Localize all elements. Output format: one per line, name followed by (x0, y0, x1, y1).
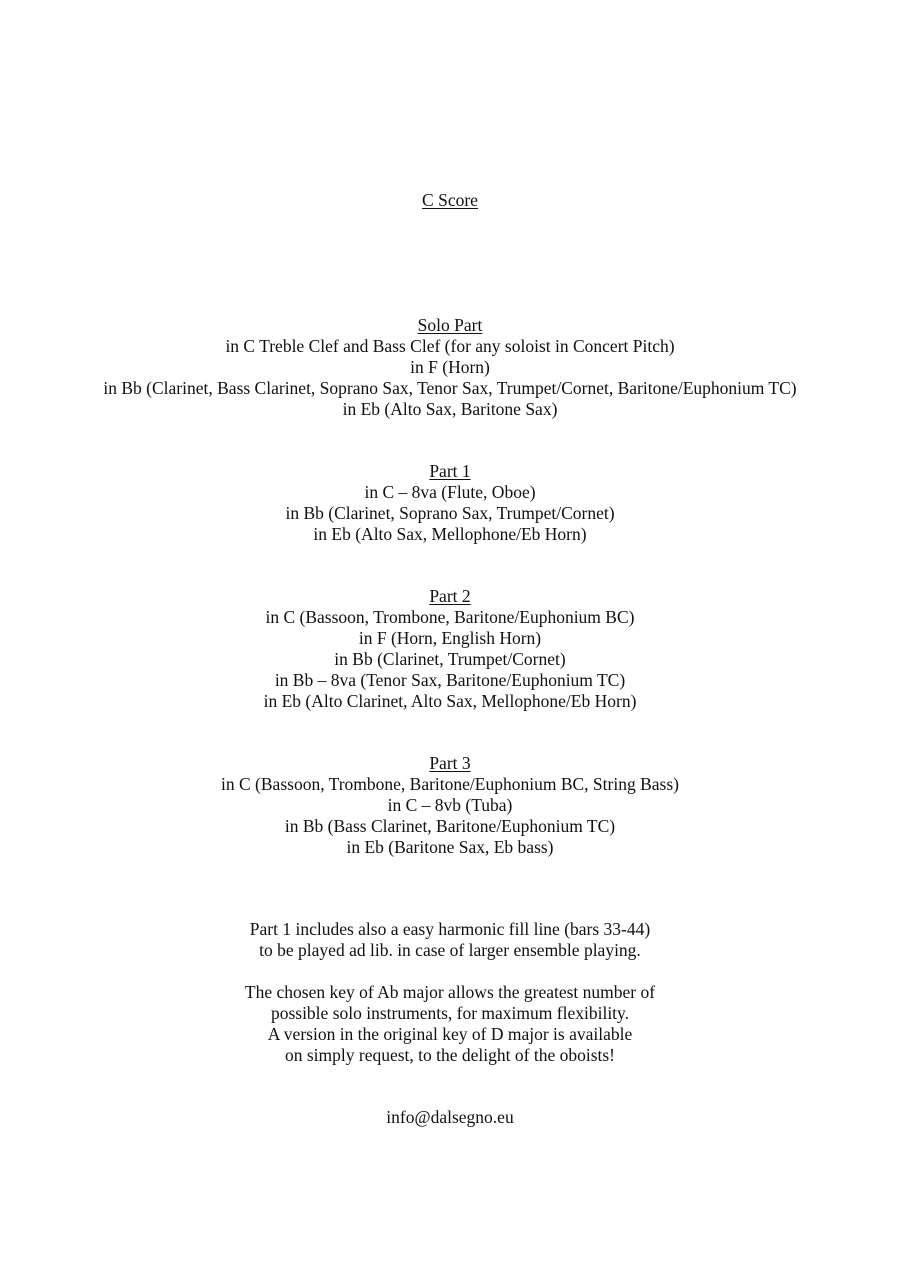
note-line: The chosen key of Ab major allows the greatest number of (244, 982, 656, 1002)
part-2-heading: Part 2 (429, 586, 471, 606)
solo-part-section (0, 315, 900, 420)
part-2-section (0, 586, 900, 712)
part-1-line: in C – 8va (Flute, Oboe) (364, 482, 536, 502)
title-section (0, 190, 900, 211)
note-line: possible solo instruments, for maximum flexibility. (270, 1003, 630, 1023)
page-title: C Score (422, 190, 478, 210)
solo-part-line: in Eb (Alto Sax, Baritone Sax) (342, 399, 558, 419)
part-2-line: in Bb – 8va (Tenor Sax, Baritone/Euphonium TC) (274, 670, 626, 690)
part-1-line: in Eb (Alto Sax, Mellophone/Eb Horn) (313, 524, 587, 544)
key-choice-note (0, 982, 900, 1066)
part-3-line: in C (Bassoon, Trombone, Baritone/Euphonium BC, String Bass) (221, 774, 679, 794)
part-3-section (0, 753, 900, 858)
part-2-line: in C (Bassoon, Trombone, Baritone/Euphonium BC) (265, 607, 635, 627)
part-2-line: in F (Horn, English Horn) (358, 628, 542, 648)
note-line: on simply request, to the delight of the oboists! (284, 1045, 616, 1065)
part-1-section (0, 461, 900, 545)
part-1-heading: Part 1 (429, 461, 471, 481)
part-3-line: in Bb (Bass Clarinet, Baritone/Euphonium TC) (284, 816, 616, 836)
contact-section (0, 1107, 900, 1128)
note-line: Part 1 includes also a easy harmonic fill line (bars 33-44) (249, 919, 651, 939)
solo-part-line: in F (Horn) (410, 357, 490, 377)
part-3-heading: Part 3 (429, 753, 471, 773)
part-1-line: in Bb (Clarinet, Soprano Sax, Trumpet/Cornet) (285, 503, 615, 523)
note-line: to be played ad lib. in case of larger ensemble playing. (259, 940, 641, 960)
part-3-line: in C – 8vb (Tuba) (387, 795, 513, 815)
note-line: A version in the original key of D major is available (267, 1024, 633, 1044)
part-3-line: in Eb (Baritone Sax, Eb bass) (346, 837, 554, 857)
part-2-line: in Eb (Alto Clarinet, Alto Sax, Mellophone/Eb Horn) (263, 691, 637, 711)
fill-line-note (0, 919, 900, 961)
solo-part-line: in Bb (Clarinet, Bass Clarinet, Soprano Sax, Tenor Sax, Trumpet/Cornet, Baritone/Euphonium TC) (103, 378, 797, 398)
part-2-line: in Bb (Clarinet, Trumpet/Cornet) (334, 649, 566, 669)
solo-part-heading: Solo Part (417, 315, 483, 335)
contact-email: info@dalsegno.eu (386, 1107, 514, 1127)
solo-part-line: in C Treble Clef and Bass Clef (for any soloist in Concert Pitch) (225, 336, 675, 356)
